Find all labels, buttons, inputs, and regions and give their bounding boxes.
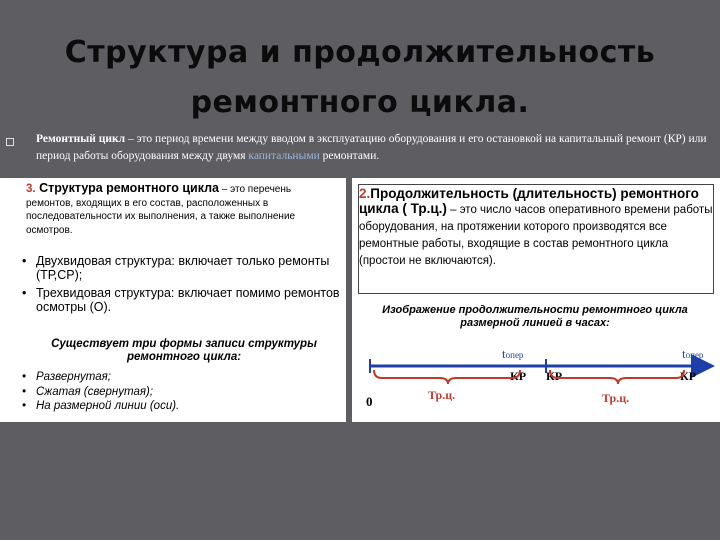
t-label-1: tопер (502, 346, 524, 361)
list-item: • Двухвидовая структура: включает только ремонты (ТР,СР); (20, 254, 340, 282)
intro-term: Ремонтный цикл (36, 133, 126, 145)
list-item: • Трехвидовая структура: включает помимо ремонтов осмотры (О). (20, 286, 340, 314)
intro-paragraph (36, 131, 716, 165)
structure-types-list (20, 254, 340, 318)
origin-label: 0 (366, 394, 373, 409)
intro-text-b: ремонтами. (319, 150, 380, 162)
list-item: • Сжатая (свернутая); (20, 385, 340, 400)
kr-label-1: КР (510, 369, 527, 383)
cycle-brace-1 (374, 370, 520, 384)
structure-number: 3. (26, 183, 36, 195)
title-line-2: ремонтного цикла. (190, 85, 530, 120)
t-label-2: tопер (682, 346, 704, 361)
title-line-1: Структура и продолжительность (64, 35, 656, 70)
cycle-label-1: Тр.ц. (428, 388, 456, 402)
duration-panel (352, 178, 720, 422)
cycle-brace-2 (550, 370, 684, 384)
duration-heading-title: Продолжительность (длительность) ремонтного цикла (359, 186, 699, 216)
kr-label-3: КР (680, 369, 697, 383)
list-item: • На размерной линии (оси). (20, 399, 340, 414)
kr-label-2: КР (546, 369, 563, 383)
duration-number: 2. (359, 186, 371, 201)
intro-text-a: – это период времени между вводом в эксплуатацию оборудования и его остановкой на капитальный ремонт (КР) или период работы оборудования между двумя (36, 133, 707, 162)
page-title (0, 28, 720, 128)
duration-definition: – это число часов оперативного времени работы оборудования, на протяжении которого производятся все ремонтные работы, входящие в состав ремонтного цикла (простои не включаются). (359, 204, 713, 267)
structure-heading (26, 182, 338, 237)
intro-highlight: капитальными (248, 150, 320, 162)
duration-abbrev: ( Тр.ц.) (402, 201, 447, 216)
bullet-square-icon (6, 138, 14, 146)
forms-heading: Существует три формы записи структуры ремонтного цикла: (51, 338, 317, 363)
forms-list (20, 370, 340, 414)
duration-heading (359, 186, 715, 269)
cycle-label-2: Тр.ц. (602, 391, 630, 405)
structure-heading-definition: – это перечень ремонтов, входящих в его состав, расположенных в последовательности их выполнения, а также выполнение осмотров. (26, 184, 296, 236)
structure-heading-title: Структура ремонтного цикла (35, 181, 219, 195)
list-item: • Развернутая; (20, 370, 340, 385)
diagram-caption: Изображение продолжительности ремонтного цикла размерной линией в часах: (382, 304, 688, 329)
structure-panel (0, 178, 346, 422)
